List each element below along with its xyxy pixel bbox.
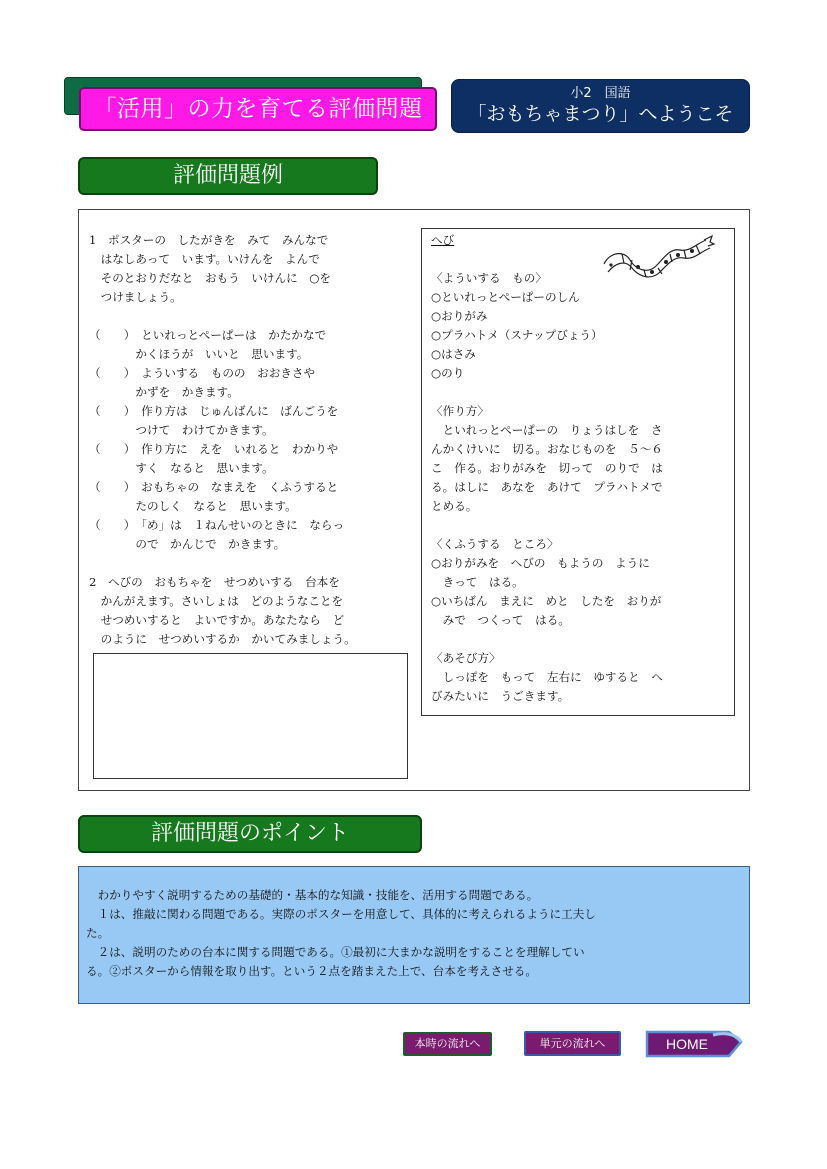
question-line: （ ） といれっとぺーぱーは かたかなで xyxy=(89,328,327,342)
snake-toy-illustration xyxy=(600,230,716,278)
question-line: つけて わけてかきます。 xyxy=(89,423,274,437)
question-line: かずを かきます。 xyxy=(89,385,239,399)
question-line: （ ） よういする ものの おおきさや xyxy=(89,366,316,380)
snake-line: しっぽを もって 左右に ゆすると へ xyxy=(431,670,663,684)
points-line: わかりやすく説明するための基礎的・基本的な知識・技能を、活用する問題である。 xyxy=(86,888,539,902)
question-line: かんがえます。さいしょは どのようなことを xyxy=(89,594,344,608)
snake-line: ○はさみ xyxy=(431,347,476,361)
snake-line: こ 作る。おりがみを 切って のりで は xyxy=(431,461,663,475)
snake-line: ○のり xyxy=(431,366,465,380)
question-line: つけましょう。 xyxy=(89,290,182,304)
snake-line: といれっとぺーぱーの りょうはしを さ xyxy=(431,423,663,437)
question-line: （ ） 作り方に えを いれると わかりや xyxy=(89,442,339,456)
snake-line: んかくけいに 切る。おなじものを ５～６ xyxy=(431,442,663,456)
question-line xyxy=(89,307,419,326)
question-line: （ ） おもちゃの なまえを くふうすると xyxy=(89,480,339,494)
question-line: （ ） 作り方は じゅんばんに ばんごうを xyxy=(89,404,339,418)
example-heading: 評価問題例 xyxy=(78,157,378,195)
snake-line: 〈よういする もの〉 xyxy=(431,271,547,285)
snake-poster-text xyxy=(431,231,731,706)
question-line: はなしあって います。いけんを よんで xyxy=(89,252,320,266)
snake-line xyxy=(431,516,731,535)
snake-poster-title: へび xyxy=(431,233,455,247)
home-label: HOME xyxy=(666,1036,708,1052)
question-line: （ ） 「め」は １ねんせいのときに ならっ xyxy=(89,518,345,532)
snake-line: みで つくって はる。 xyxy=(431,613,570,627)
question-line: のように せつめいするか かいてみましょう。 xyxy=(89,632,356,646)
snake-line: 〈あそび方〉 xyxy=(431,651,501,665)
snake-line: きって はる。 xyxy=(431,575,524,589)
question-line: せつめいすると よいですか。あなたなら ど xyxy=(89,613,345,627)
snake-line: る。はしに あなを あけて プラハトメで xyxy=(431,480,663,494)
home-button[interactable] xyxy=(643,1029,743,1059)
page-title: 「活用」の力を育てる評価問題 xyxy=(79,87,437,131)
unit-grade: 小2 国語 xyxy=(570,86,631,101)
unit-flow-button[interactable]: 単元の流れへ xyxy=(524,1031,621,1056)
snake-line: ○いちばん まえに めと したを おりが xyxy=(431,594,662,608)
unit-banner xyxy=(451,79,750,133)
unit-title: 「おもちゃまつり」へようこそ xyxy=(467,103,734,125)
snake-line xyxy=(431,383,731,402)
question-line: すく なると 思います。 xyxy=(89,461,274,475)
snake-line: びみたいに うごきます。 xyxy=(431,689,570,703)
question-line: 1 ポスターの したがきを みて みんなで xyxy=(89,233,329,247)
snake-line: ○プラハトメ（スナップびょう） xyxy=(431,328,603,342)
question-line: かくほうが いいと 思います。 xyxy=(89,347,309,361)
question-text xyxy=(89,231,419,649)
points-text xyxy=(86,886,746,981)
question-line: そのとおりだなと おもう いけんに ○を xyxy=(89,271,331,285)
points-heading: 評価問題のポイント xyxy=(78,815,422,853)
snake-line: とめる。 xyxy=(431,499,478,513)
snake-line: 〈くふうする ところ〉 xyxy=(431,537,559,551)
snake-line: ○といれっとぺーぱーのしん xyxy=(431,290,580,304)
points-line: た。 xyxy=(86,926,110,940)
snake-line: 〈作り方〉 xyxy=(431,404,489,418)
lesson-flow-button[interactable]: 本時の流れへ xyxy=(403,1032,492,1056)
points-line: る。②ポスターから情報を取り出す。という２点を踏まえた上で、台本を考えさせる。 xyxy=(86,964,537,978)
points-line: ２は、説明のための台本に関する問題である。①最初に大まかな説明をすることを理解してい xyxy=(86,945,585,959)
question-line xyxy=(89,554,419,573)
snake-line: ○おりがみを へびの もようの ように xyxy=(431,556,650,570)
points-line: １は、推敲に関わる問題である。実際のポスターを用意して、具体的に考えられるように工夫し xyxy=(86,907,596,921)
question-line: ので かんじで かきます。 xyxy=(89,537,286,551)
snake-line xyxy=(431,630,731,649)
answer-box[interactable] xyxy=(93,653,408,779)
snake-line: ○おりがみ xyxy=(431,309,488,323)
question-line: たのしく なると 思います。 xyxy=(89,499,297,513)
question-line: 2 へびの おもちゃを せつめいする 台本を xyxy=(89,575,340,589)
